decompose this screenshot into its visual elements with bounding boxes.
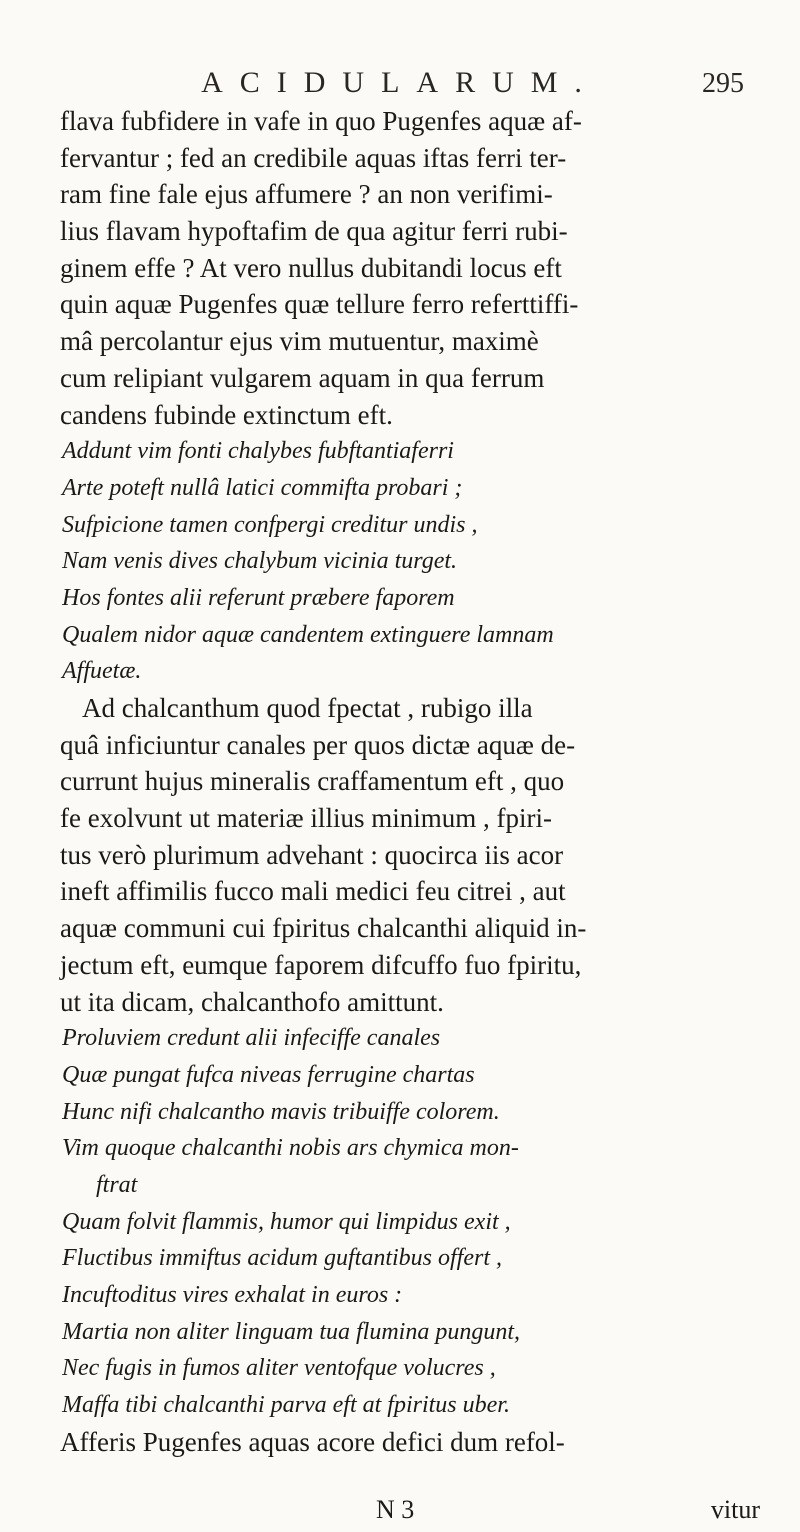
text-line: quin aquæ Pugenfes quæ tellure ferro referttiffi- <box>60 289 579 320</box>
text-line: jectum eft, eumque faporem difcuffo fuo fpiritu, <box>60 949 582 980</box>
text-line: ineft affimilis fucco mali medici feu citrei , aut <box>60 876 566 907</box>
text-line: aquæ communi cui fpiritus chalcanthi aliquid in- <box>60 913 587 944</box>
verse-line: Martia non aliter linguam tua flumina pungunt, <box>62 1318 521 1345</box>
text-line: mâ percolantur ejus vim mutuentur, maximè <box>60 326 539 357</box>
verse-line: Affuetæ. <box>62 658 142 685</box>
verse-line: Qualem nidor aquæ candentem extinguere lamnam <box>62 621 554 648</box>
verse-line: Quam folvit flammis, humor qui limpidus exit , <box>62 1208 511 1235</box>
text-line: ram fine fale ejus affumere ? an non verifimi- <box>60 179 553 210</box>
text-line: flava fubfidere in vafe in quo Pugenfes aquæ af- <box>60 106 582 136</box>
verse-line: Nam venis dives chalybum vicinia turget. <box>62 548 458 575</box>
verse-line: Nec fugis in fumos aliter ventofque volucres , <box>62 1355 496 1382</box>
verse-line: Hunc nifi chalcantho mavis tribuiffe colorem. <box>62 1098 500 1125</box>
verse-line: Maffa tibi chalcanthi parva eft at fpiritus uber. <box>62 1392 510 1419</box>
verse-line: Hos fontes alii referunt præbere faporem <box>62 584 455 611</box>
text-line: Afferis Pugenfes aquas acore defici dum refol- <box>60 1426 565 1457</box>
text-line: candens fubinde extinctum eft. <box>60 399 393 430</box>
verse-line: Sufpicione tamen confpergi creditur undis , <box>62 511 478 538</box>
verse-line: Fluctibus immiftus acidum guftantibus offert , <box>62 1245 502 1272</box>
text-line: cum relipiant vulgarem aquam in qua ferrum <box>60 362 545 393</box>
verse-line: Proluviem credunt alii infeciffe canales <box>62 1025 441 1052</box>
text-line: ut ita dicam, chalcanthofo amittunt. <box>60 986 444 1017</box>
text-line: fe exolvunt ut materiæ illius minimum , fpiri- <box>60 803 552 834</box>
body-text <box>60 103 760 1460</box>
verse-line: Arte poteft nullâ latici commifta probari ; <box>62 474 463 501</box>
text-line: tus verò plurimum advehant : quocirca iis acor <box>60 839 564 870</box>
text-line: fervantur ; fed an credibile aquas iftas ferri ter- <box>60 142 567 173</box>
page-footer <box>60 1495 760 1529</box>
verse-line: Quæ pungat fufca niveas ferrugine chartas <box>62 1061 475 1088</box>
page-header <box>0 66 800 106</box>
text-line: Ad chalcanthum quod fpectat , rubigo illa <box>82 693 533 723</box>
text-line: ginem effe ? At vero nullus dubitandi locus eft <box>60 252 562 283</box>
verse-line: Incuftoditus vires exhalat in euros : <box>62 1282 403 1308</box>
verse-line: Addunt vim fonti chalybes fubftantiaferri <box>62 438 454 465</box>
verse-line: ftrat <box>96 1171 138 1198</box>
running-head: ACIDULARUM. <box>201 66 599 99</box>
page-number: 295 <box>702 68 744 99</box>
signature-mark: N 3 <box>376 1495 415 1524</box>
text-line: currunt hujus mineralis craffamentum eft , quo <box>60 766 565 797</box>
catchword: vitur <box>710 1495 760 1524</box>
text-line: quâ inficiuntur canales per quos dictæ aquæ de- <box>60 729 576 760</box>
verse-line: Vim quoque chalcanthi nobis ars chymica mon- <box>62 1135 519 1162</box>
text-line: lius flavam hypoftafim de qua agitur ferri rubi- <box>60 216 568 247</box>
